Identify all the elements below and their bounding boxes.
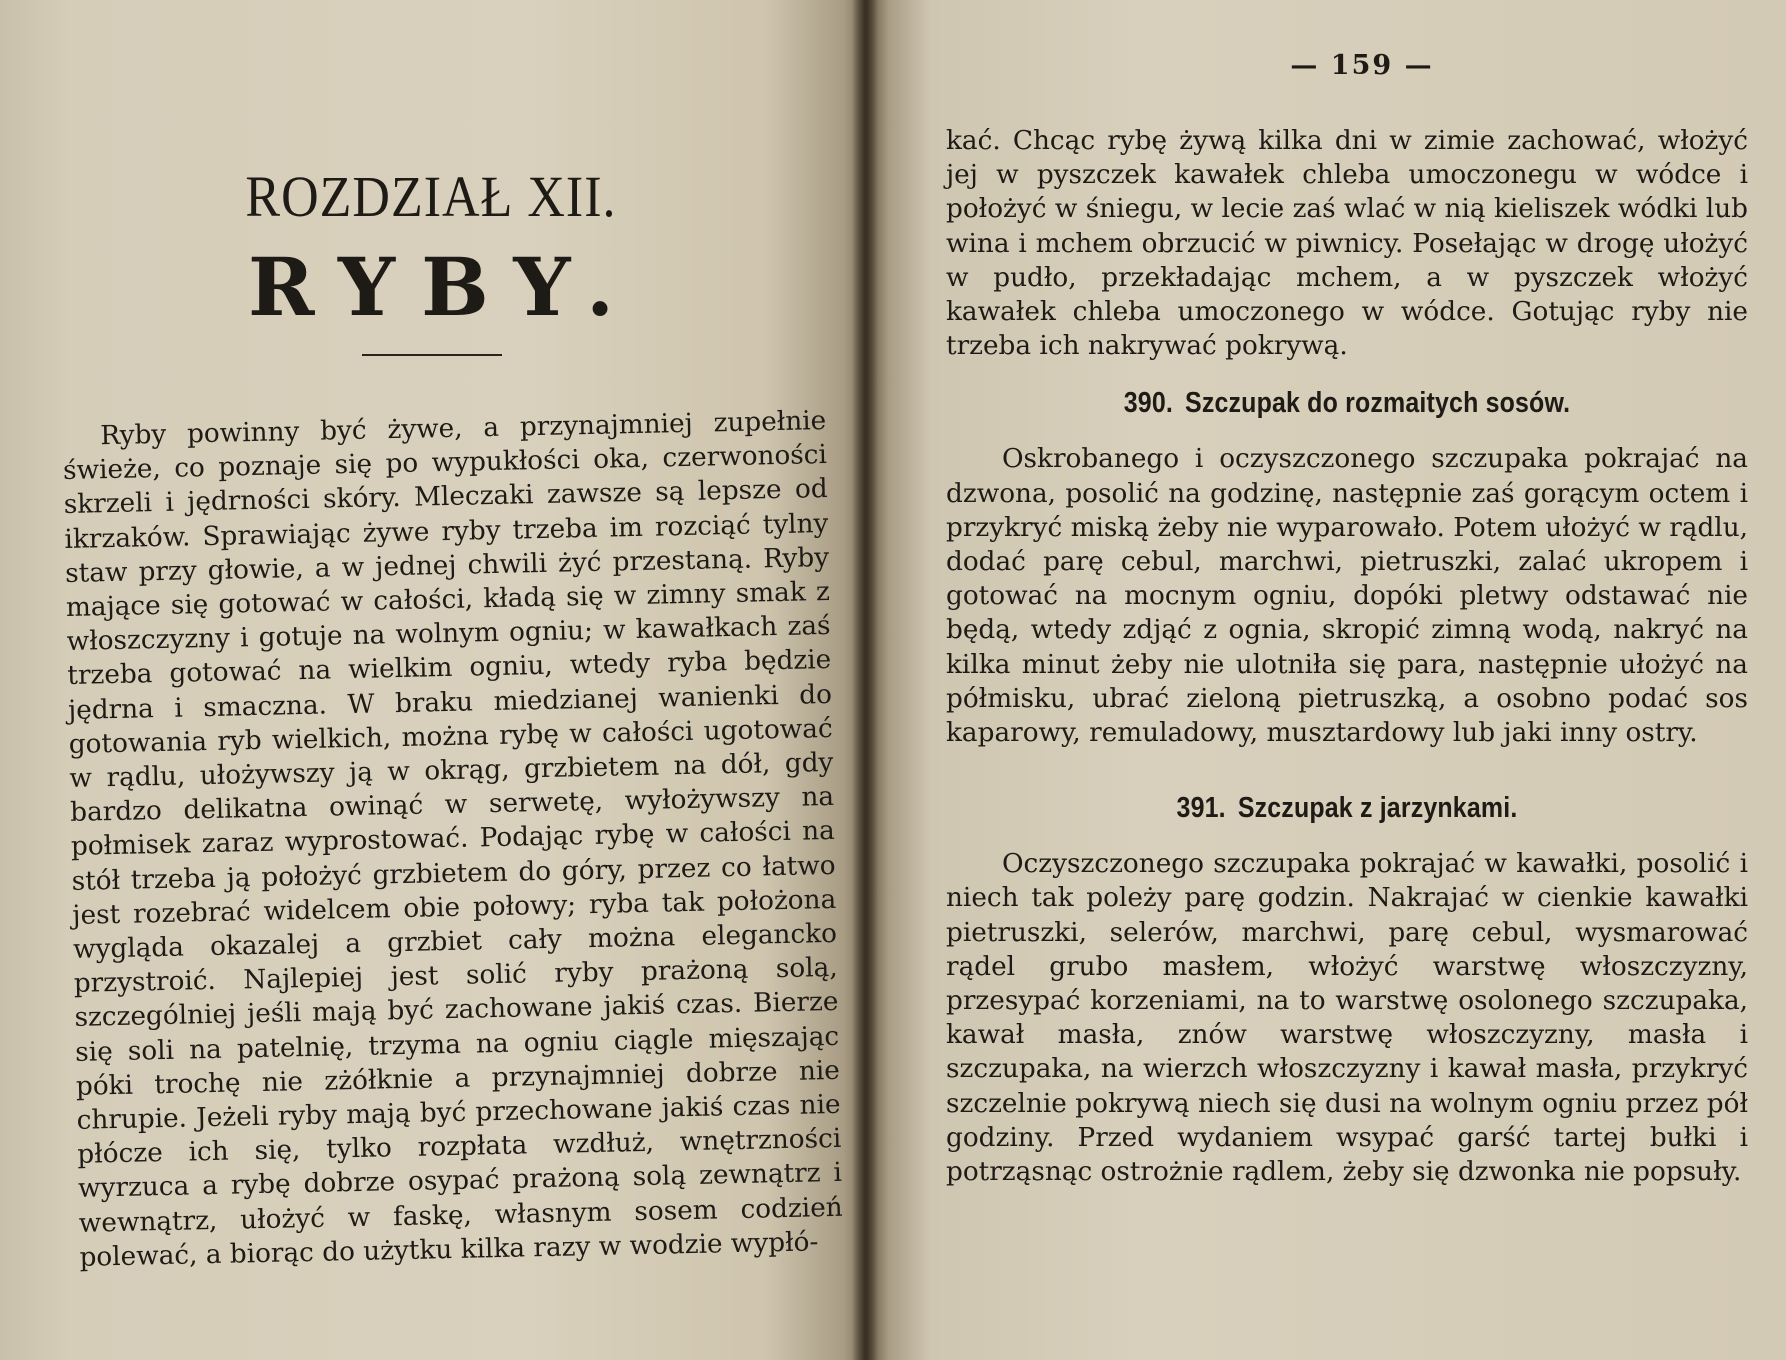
recipe-text-391: Oczyszczonego szczupaka pokrajać w kawałki, posolić i niech tak poleży parę godzin. Nakrajać w cienkie kawałki pietruszki, selerów, marchwi, parę cebul, wysmarować rądel grubo masłem, włożyć warstwę włoszczyzny, przesypać korzeniami, na to warstwę osolonego szczupaka, kawał masła, znów warstwę włoszczyzny, masła i szczupaka, na wierzch włoszczyzny i kawał masła, przykryć szczelnie pokrywą niech się dusi na wolnym ogniu przez pół godziny. Przed wydaniem wsypać garść tartej bułki i potrząsnąc ostrożnie rądlem, żeby się dzwonka nie popsuły. (946, 849, 1748, 1188)
recipe-number: 390. (1123, 387, 1173, 420)
title-rule (362, 354, 502, 356)
right-page-content (946, 124, 1748, 1189)
book-gutter (852, 0, 878, 1360)
recipe-title: Szczupak z jarzynkami. (1237, 792, 1518, 825)
continuation-text: kać. Chcąc rybę żywą kilka dni w zimie zachować, włożyć jej w pyszczek kawałek chleba umoczonegu w wódce i położyć w śniegu, w lecie zaś wlać w nią kieliszek wódki lub wina i mchem obrzucić w piwnicy. Posełając w drogę ułożyć w pudło, przekładając mchem, a w pyszczek włożyć kawałek chleba umoczonego w wódce. Gotując ryby nie trzeba ich nakrywać pokrywą. (946, 126, 1748, 362)
recipe-number: 391. (1176, 792, 1226, 825)
left-body-text: Ryby powinny być żywe, a przynajmniej zupełnie świeże, co poznaje się po wypukłości oka, czerwoności skrzeli i jędrności skóry. Mleczaki zawsze są lepsze od ikrzaków. Sprawiając żywe ryby trzeba im rozciąć tylny staw przy głowie, a w jednej chwili żyć przestaną. Ryby mające się gotować w całości, kładą się w zimny smak z włoszczyzny i gotuje na wolnym ogniu; w kawałkach zaś trzeba gotować na wielkim ogniu, wtedy ryba będzie jędrna i smaczna. W braku miedzianej wanienki do gotowania ryb wielkich, można rybę w całości ugotować w rądlu, ułożywszy ją w okrąg, grzbietem na dół, gdy bardzo delikatna owinąć w serwetę, wyłożywszy na połmisek zaraz wyprostować. Podając rybę w całości na stół trzeba ją położyć grzbietem do góry, przez co łatwo jest rozebrać widelcem obie połowy; ryba tak położona wygląda okazalej a grzbiet cały można elegancko przystroić. Najlepiej jest solić ryby prażoną solą, szczególniej jeśli mają być zachowane jakiś czas. Bierze się soli na patelnię, trzyma na ogniu ciągle mięszając póki trochę nie zżółknie a przynajmniej dobrze nie chrupie. Jeżeli ryby mają być przechowane jakiś czas nie płócze ich się, tylko rozpłata wzdłuż, wnętrzności wyrzuca a rybę dobrze osypać prażoną solą zewnątrz i wewnątrz, ułożyć w faskę, własnym sosem codzień polewać, a biorąc do użytku kilka razy w wodzie wypłó- (62, 405, 843, 1273)
section-title: RYBY. (248, 240, 640, 334)
right-page (866, 0, 1786, 1360)
recipe-text-390: Oskrobanego i oczyszczonego szczupaka pokrajać na dzwona, posolić na godzinę, następnie zaś gorącym octem i przykryć miską żeby nie wyparowało. Potem ułożyć w rądlu, dodać parę cebul, marchwi, pietruszki, zalać ukropem i gotować na mocnym ogniu, dopóki pletwy odstawać nie będą, wtedy zdjąć z ognia, skropić zimną wodą, nakryć na kilka minut żeby nie ulotniła się para, następnie ułożyć na półmisku, ubrać zieloną pietruszką, a osobno podać sos kaparowy, remuladowy, musztardowy lub jaki inny ostry. (946, 444, 1748, 749)
recipe-heading-391 (1002, 792, 1692, 825)
page-number: — 159 — (1290, 50, 1434, 81)
left-page (0, 0, 870, 1360)
recipe-heading-390 (1002, 387, 1692, 420)
chapter-title: ROZDZIAŁ XII. (245, 165, 617, 230)
recipe-title: Szczupak do rozmaitych sosów. (1185, 387, 1571, 420)
